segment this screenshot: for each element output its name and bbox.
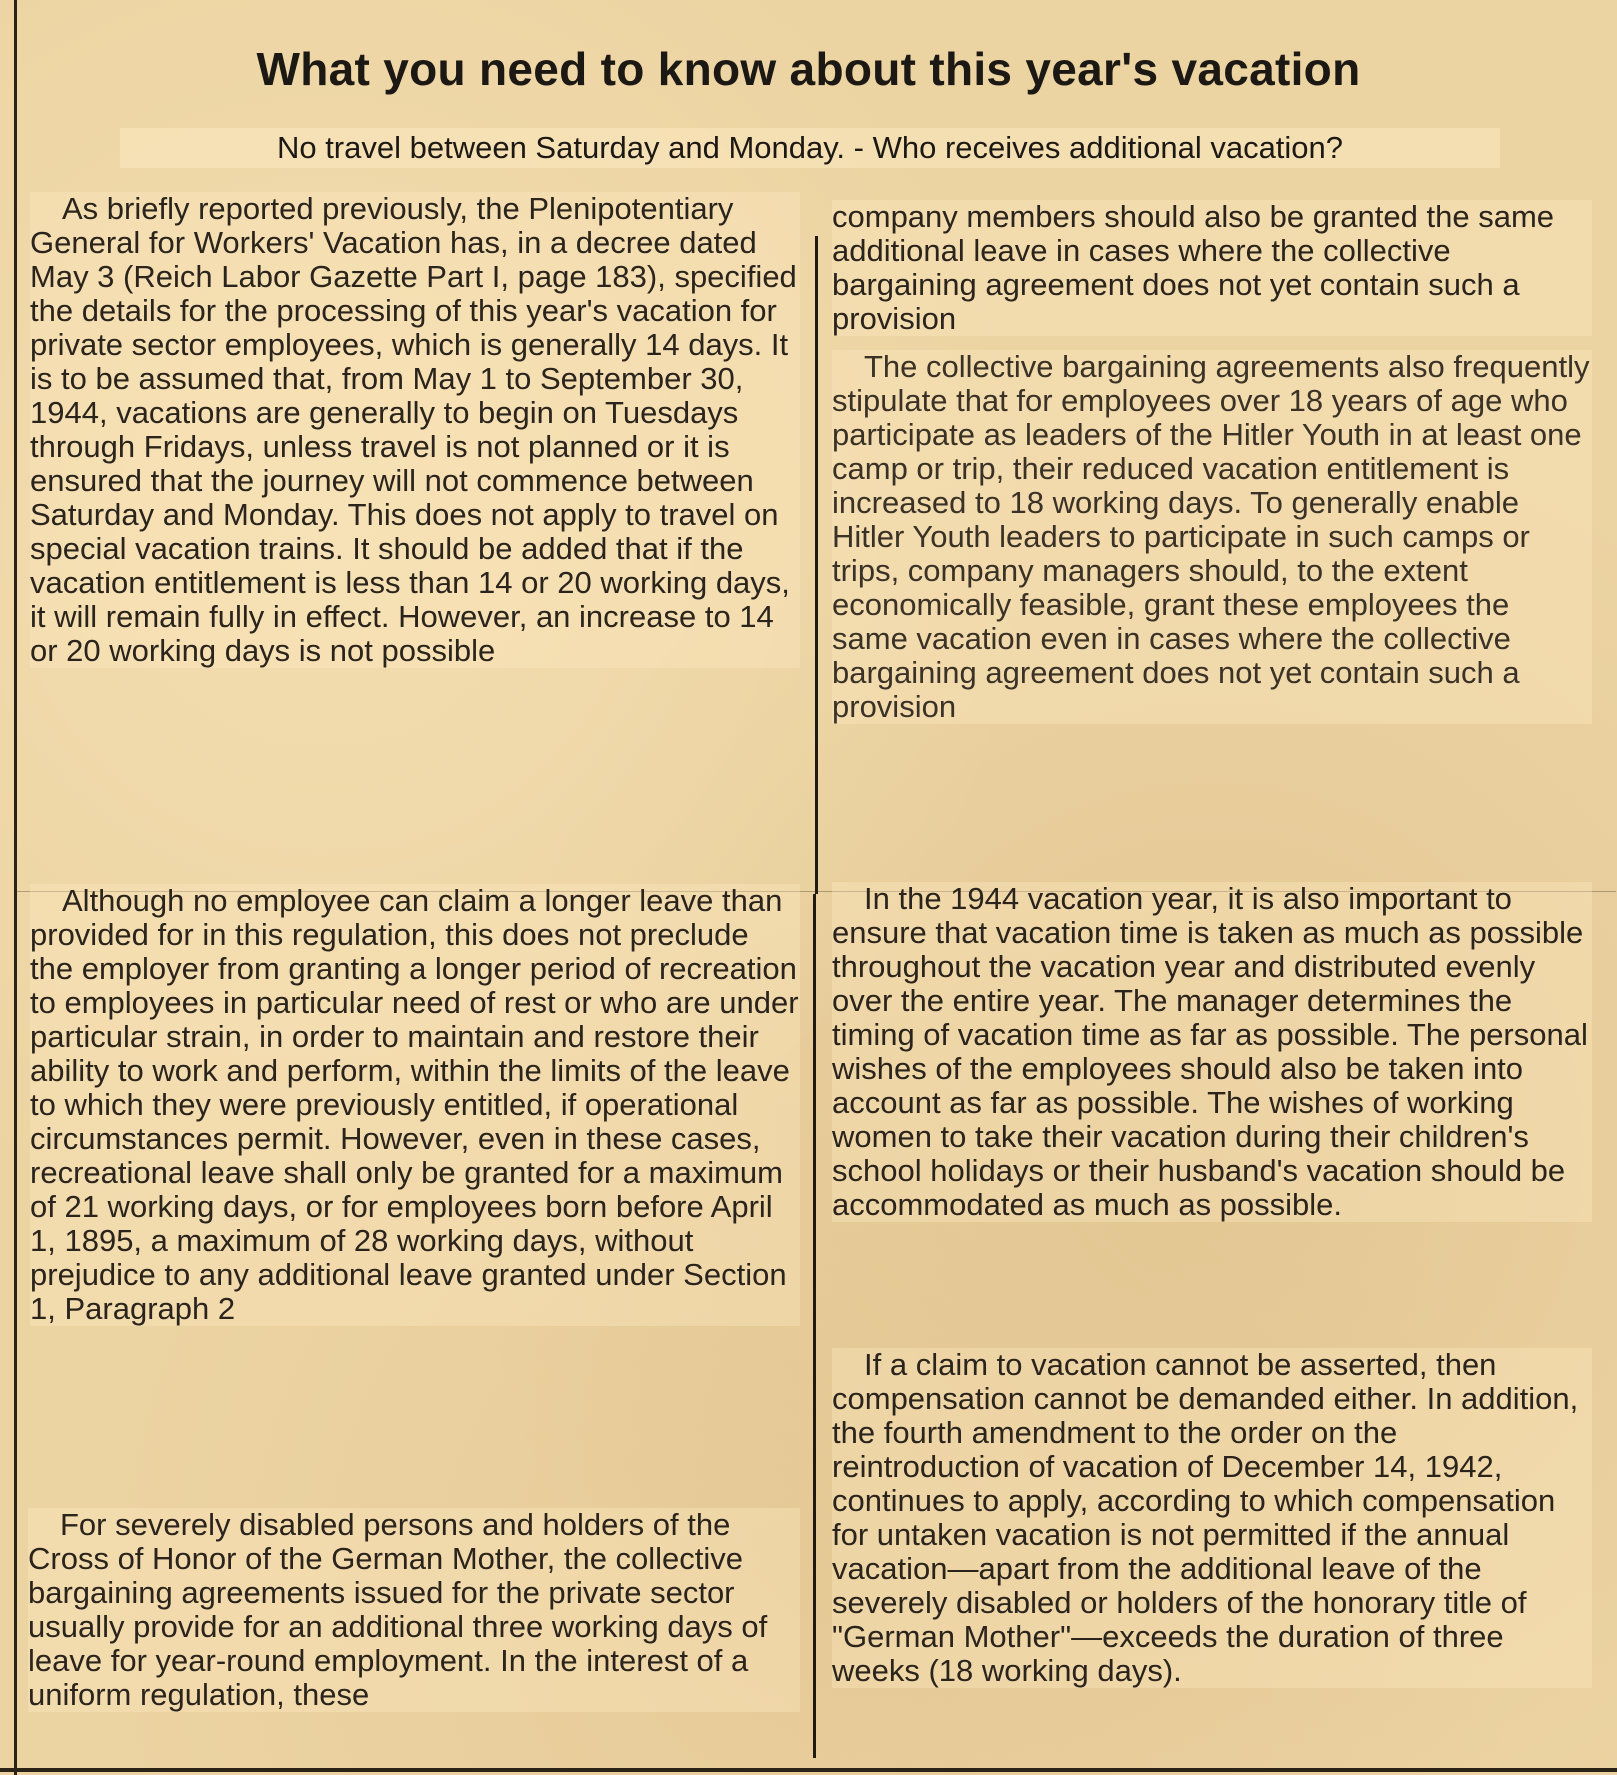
paragraph-vacation-timing: In the 1944 vacation year, it is also important to ensure that vacation time is taken as much as possible throughout the vacation year and distributed evenly over the entire year. The manager determines the timing of vacation time as far as possible. The personal wishes of the employees should also be taken into account as far as possible. The wishes of working women to take their vacation during their children's school holidays or their husband's vacation should be accommodated as much as possible. — [832, 882, 1592, 1222]
paragraph-compensation: If a claim to vacation cannot be asserted, then compensation cannot be demanded either. In addition, the fourth amendment to the order on the reintroduction of vacation of December 14, 1942, continues to apply, according to which compensation for untaken vacation is not permitted if the annual vacation—apart from the additional leave of the severely disabled or holders of the honorary title of "German Mother"—exceeds the duration of three weeks (18 working days). — [832, 1348, 1592, 1688]
paragraph-disabled-persons: For severely disabled persons and holders of the Cross of Honor of the German Mother, the collective bargaining agreements issued for the private sector usually provide for an additional three working days of leave for year-round employment. In the interest of a uniform regulation, these — [28, 1508, 800, 1712]
page-left-border — [14, 0, 17, 1775]
paragraph-hitler-youth-leaders: The collective bargaining agreements also frequently stipulate that for employees over 18 years of age who participate as leaders of the Hitler Youth in at least one camp or trip, their reduced vacation entitlement is increased to 18 working days. To generally enable Hitler Youth leaders to participate in such camps or trips, company managers should, to the extent economically feasible, grant these employees the same vacation even in cases where the collective bargaining agreement does not yet contain such a provision — [832, 350, 1592, 724]
paragraph-vacation-rules: As briefly reported previously, the Plenipotentiary General for Workers' Vacation has, in a decree dated May 3 (Reich Labor Gazette Part I, page 183), specified the details for the processing of this year's vacation for private sector employees, which is generally 14 days. It is to be assumed that, from May 1 to September 30, 1944, vacations are generally to begin on Tuesdays through Fridays, unless travel is not planned or it is ensured that the journey will not commence between Saturday and Monday. This does not apply to travel on special vacation trains. It should be added that if the vacation entitlement is less than 14 or 20 working days, it will remain fully in effect. However, an increase to 14 or 20 working days is not possible — [30, 192, 800, 668]
column-divider-lower — [813, 894, 816, 1758]
page-bottom-border — [0, 1768, 1617, 1772]
paragraph-continuation: company members should also be granted the same additional leave in cases where the collective bargaining agreement does not yet contain such a provision — [832, 200, 1592, 336]
article-subheadline: No travel between Saturday and Monday. - Who receives additional vacation? — [120, 128, 1500, 168]
article-headline: What you need to know about this year's vacation — [256, 43, 1361, 95]
paragraph-longer-leave: Although no employee can claim a longer leave than provided for in this regulation, this does not preclude the employer from granting a longer period of recreation to employees in particular need of rest or who are under particular strain, in order to maintain and restore their ability to work and perform, within the limits of the leave to which they were previously entitled, if operational circumstances permit. However, even in these cases, recreational leave shall only be granted for a maximum of 21 working days, or for employees born before April 1, 1895, a maximum of 28 working days, without prejudice to any additional leave granted under Section 1, Paragraph 2 — [30, 883, 799, 1326]
column-divider-upper — [815, 236, 818, 894]
